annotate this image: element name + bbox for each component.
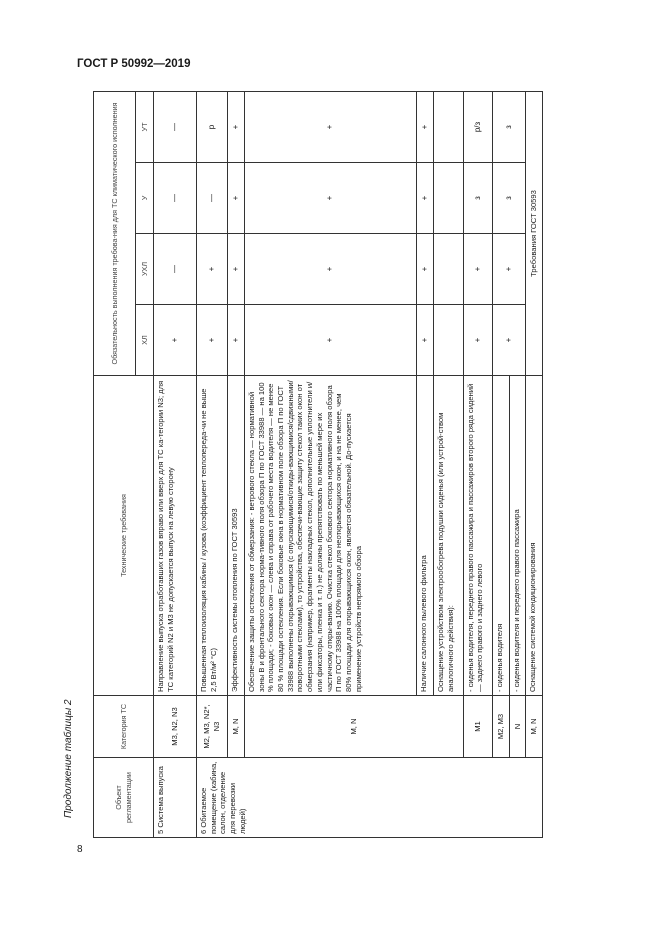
table-row	[492, 91, 509, 837]
requirement-cell: Наличие салонного пылевого фильтра	[416, 376, 433, 696]
object-cell: 5 Система выпуска	[154, 758, 197, 838]
mark-cell: —	[154, 163, 197, 234]
requirement-cell: - сиденья водителя и переднего правого пассажира	[509, 376, 526, 696]
requirement-cell: Повышенная теплоизоляция кабины / кузова (коэффициент теплопереда-чи не выше 2,5 Вт/м² °С)	[197, 376, 228, 696]
category-cell: M3, N2, N3	[154, 696, 197, 758]
header-climate-uhl: УХЛ	[136, 234, 154, 305]
mark-cell: —	[154, 234, 197, 305]
requirement-cell: - сиденья водителя	[492, 376, 509, 696]
requirement-cell: Направление выпуска отработавших газов вправо или вверх для ТС ка-тегории N3; для ТС категорий N2 и M3 не допускается выпуск на левую сторону	[154, 376, 197, 696]
object-cell: 6 Обитаемое помещение (кабина, салон, отделение для перевозки людей)	[197, 758, 543, 838]
header-requirements: Технические требования	[94, 376, 154, 696]
mark-cell: +	[227, 305, 244, 376]
mark-cell: +	[197, 234, 228, 305]
table-row	[197, 91, 228, 837]
mark-cell: +	[154, 305, 197, 376]
category-cell: M2, M3	[492, 696, 509, 758]
mark-cell: +	[463, 234, 492, 305]
mark-cell: з	[492, 163, 525, 234]
mark-cell: p	[197, 91, 228, 162]
table-row	[526, 91, 543, 837]
requirements-table	[93, 91, 543, 838]
category-cell: M, N	[227, 696, 244, 758]
mark-cell: +	[416, 163, 433, 234]
mark-cell: —	[197, 163, 228, 234]
mark-cell: р/з	[463, 91, 492, 162]
mark-cell: +	[492, 305, 525, 376]
mark-cell: +	[244, 305, 416, 376]
table-row	[463, 91, 492, 837]
mark-cell: +	[463, 305, 492, 376]
mark-cell: +	[416, 234, 433, 305]
mark-cell: +	[244, 234, 416, 305]
header-climate-ut: УТ	[136, 91, 154, 162]
gost-reference-cell: Требования ГОСТ 30593	[526, 91, 543, 375]
header-category: Категория ТС	[94, 696, 154, 758]
mark-cell: +	[227, 163, 244, 234]
rotated-table-wrapper	[93, 92, 543, 838]
category-cell: M2, M3, N2*, N3	[197, 696, 228, 758]
mark-cell: +	[197, 305, 228, 376]
mark-cell: +	[244, 91, 416, 162]
mark-cell: +	[416, 91, 433, 162]
continuation-label: Продолжение таблицы 2	[63, 699, 74, 818]
requirement-cell: - сиденья водителя, переднего правого пассажира и пассажиров второго ряда сидений — заднего правого и заднего левого	[463, 376, 492, 696]
requirement-cell: Оснащение устройством электрообогрева подушки сиденья (или устрой-ством аналогичного действия):	[434, 376, 463, 696]
page-number: 8	[77, 844, 83, 855]
header-obligation: Обязательность выполнения требова-ния для ТС климатического исполнения	[94, 91, 136, 375]
category-cell: N	[509, 696, 526, 758]
header-object: Объект регламентации	[94, 758, 154, 838]
requirement-cell: Эффективность системы отопления по ГОСТ 30593	[227, 376, 244, 696]
mark-cell: +	[227, 234, 244, 305]
category-cell: M1	[463, 696, 492, 758]
mark-cell: з	[463, 163, 492, 234]
mark-cell: +	[492, 234, 525, 305]
mark-cell: +	[227, 91, 244, 162]
table-row	[244, 91, 416, 837]
table-row	[154, 91, 197, 837]
document-title: ГОСТ Р 50992—2019	[77, 58, 191, 70]
requirement-cell: Оснащение системой кондиционирования	[526, 376, 543, 696]
mark-cell: з	[492, 91, 525, 162]
table-row	[227, 91, 244, 837]
mark-cell: +	[416, 305, 433, 376]
header-climate-hl: ХЛ	[136, 305, 154, 376]
mark-cell: —	[154, 91, 197, 162]
requirement-cell: Обеспечение защиты остекления от обмерзания: - ветрового стекла — нормативной зоны B и фронтального сектора норма-тивного поля обзора П по ГОСТ 33988 — на 100 % площади; - боковых окон — слева и справа от рабочего места водителя — не менее 80 % площади остекления. Если боковые окна в нормативном поле обзора П по ГОСТ 33988 выполнены открывающимися (с опускающимися/откиды-вающимися/сдвижными/поворотными стеклами), то устройства, обеспечи-вающие защиту стекол таких окон от обмерзания (например, фрагменты накладных стекол, дополнительные уплотнители и/или фиксаторы, пленка и т. п.) не должны препятствовать по меньшей мере их частичному откры-ванию. Очистка стекол бокового сектора нормативного поля обзора П по ГОСТ 33988 на 100% площади для неоткрывающихся окон, и на не менее, чем 80% площади для открывающихся окон, является обязательной. До-пускается применение устройств непрямого обзора	[244, 376, 416, 696]
category-cell: M, N	[526, 696, 543, 758]
header-climate-u: У	[136, 163, 154, 234]
category-cell: M, N	[244, 696, 463, 758]
mark-cell: +	[244, 163, 416, 234]
